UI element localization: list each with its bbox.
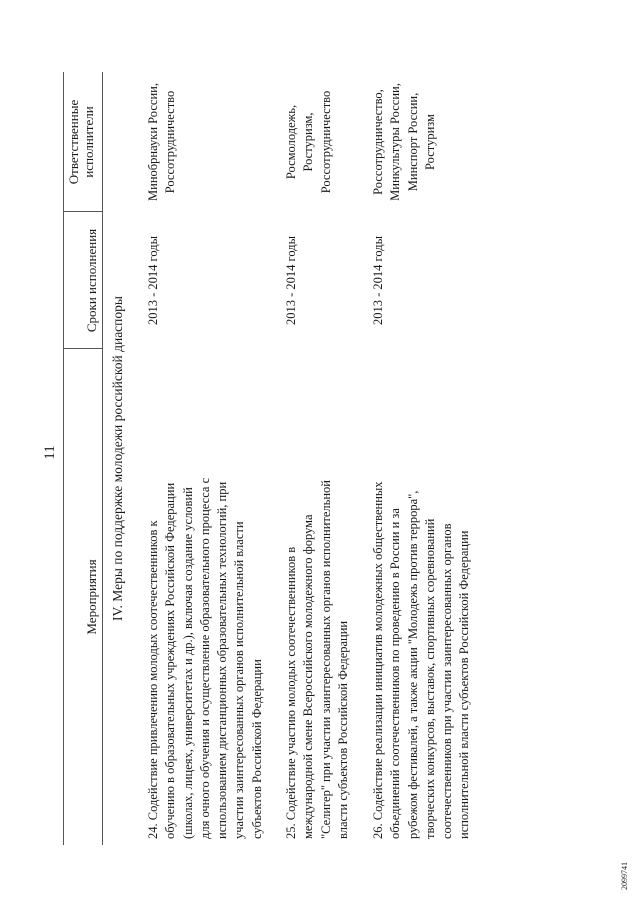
document-number: 2099741 — [620, 862, 629, 890]
measure-line: соотечественников при участии заинтересованных органов — [440, 523, 455, 839]
measure-line: для очного обучения и осуществление образовательного процесса с — [197, 477, 212, 839]
measure-line: рубежом фестивалей, а также акции "Молодежь против террора", — [405, 490, 420, 839]
executor-line: Россотрудничество — [318, 90, 333, 194]
table-row-25-executors — [283, 72, 335, 212]
table-top-line — [63, 72, 64, 845]
measure-line: использованием дистанционных образовательных технологий, при — [215, 481, 230, 839]
table-row-24-measure — [145, 355, 266, 839]
measure-line: 25. Содействие участию молодых соотечественников в — [284, 546, 298, 839]
measure-line: власти субъектов Российской Федерации — [335, 620, 350, 839]
executor-line: Россотрудничество — [163, 90, 178, 194]
measure-line: 24. Содействие привлечению молодых соотечественников к — [146, 520, 160, 839]
header-term: Сроки исполнения — [84, 228, 99, 333]
table-row-24-executors — [145, 72, 180, 212]
page-number: 11 — [42, 445, 58, 460]
table-row-25-term: 2013 - 2014 годы — [284, 236, 298, 326]
measure-line: (школах, лицеях, университетах и др.), включая создание условий — [180, 487, 195, 839]
measure-line: международной смене Всероссийского молодежного форума — [301, 514, 316, 839]
executor-line: Россотрудничество, — [371, 89, 385, 195]
header-executors-line1: Ответственные — [66, 99, 81, 185]
header-measures: Мероприятия — [84, 559, 99, 635]
table-row-26-measure — [370, 355, 474, 839]
table-row-26-executors — [370, 72, 439, 212]
table-row-26-term: 2013 - 2014 годы — [371, 236, 385, 326]
header-bottom-line — [102, 72, 103, 845]
executor-line: Минкультуры России, — [388, 83, 403, 201]
header-executors — [66, 72, 96, 212]
measure-line: обучению в образовательных учреждениях Российской Федерации — [163, 482, 178, 839]
measure-line: "Селигер" при участии заинтересованных органов исполнительной — [318, 480, 333, 839]
executor-line: Ростуризм, — [301, 112, 316, 172]
section-title: IV. Меры по поддержке молодежи российской диаспоры — [110, 296, 125, 621]
measure-line: субъектов Российской Федерации — [249, 659, 264, 839]
measure-line: объединений соотечественников по проведению в России и за — [388, 508, 403, 839]
table-row-24-term: 2013 - 2014 годы — [146, 236, 160, 326]
table-row-25-measure — [283, 355, 352, 839]
measure-line: творческих конкурсов, выставок, спортивных соревнований — [422, 518, 437, 839]
measure-line: исполнительной власти субъектов Российской Федерации — [457, 530, 472, 839]
measure-line: участии заинтересованных органов исполнительной власти — [232, 521, 247, 839]
header-executors-line2: исполнители — [81, 106, 96, 178]
executor-line: Росмолодежь, — [284, 104, 298, 180]
executor-line: Минобрнауки России, — [146, 83, 160, 201]
executor-line: Ростуризм — [422, 114, 437, 170]
measure-line: 26. Содействие реализации инициатив молодежных общественных — [371, 481, 385, 839]
executor-line: Минспорт России, — [405, 92, 420, 192]
